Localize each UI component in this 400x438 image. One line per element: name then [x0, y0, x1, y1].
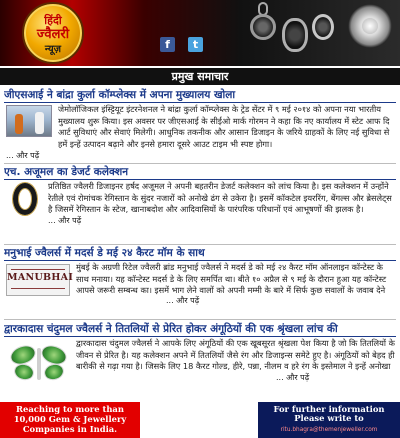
footer-contact-banner: [258, 402, 400, 438]
person-figure: [15, 114, 23, 134]
article-1-read-more[interactable]: ... और पढ़ें: [6, 151, 40, 160]
footer-spacer: [140, 402, 258, 438]
pendant-icon: [282, 18, 308, 52]
article-2-rule: [4, 179, 396, 180]
article-2-title[interactable]: एच. अजूमल का डेजर्ट कलेक्शन: [4, 166, 129, 178]
footer-email-link[interactable]: ritu.bhagra@themenjeweller.com: [280, 427, 378, 433]
article-1-body: जेमोलॉजिकल इंस्ट्टियूट इंटरनेशनल ने बांद्रा कुर्ला कॉम्प्लेक्स के ट्रेड सेंटर में ९ मई २०१४ को अपना नया भारतीय मुख्यालय शुरू किया। इस अवसर पर जीएसआई के सीईओ मार्क गोरमन ने कहा कि नए कार्यालय में स्टेट आफ दि आर्ट सुविधाएं और सेवाएं मिलेगी। आधुनिक तकनीक और आसान डिजाइन के जरिये ग्राहकों के लिए नई सुविधा से हमें इन्हें उत्पादन बढ़ाने और इनसे हमारा दूसरे आउट टाइम भी स्पष्ट होगा।: [58, 104, 390, 149]
diamond-center-icon: [362, 18, 378, 34]
footer-contact-line-2: Please write to: [294, 413, 364, 423]
article-1-rule: [4, 102, 396, 103]
facebook-icon[interactable]: f: [160, 37, 175, 52]
site-logo[interactable]: [22, 2, 84, 64]
twitter-icon[interactable]: t: [188, 37, 203, 52]
article-4-body: द्वारकादास चंदुमल ज्वैलर्स ने आपके लिए अंगूठियों की एक खूबसूरत श्रृंखला पेश किया है जो कि तितलियों के जीवन से प्रेरित है। यह कलेक्शन अपने में तितलियों जैसे रंग और डिजाइन्स समेटे हुए है। अंगूठियों को बेहद ही बारीकी से गढ़ा गया है। जिसके लिए 18 कैरट गोल्ड, हीरे, पन्ना, नीलम व हरे रंग के इस्तेमाल ने इन्हें अनोखा: [76, 338, 395, 372]
earring-icon: [250, 14, 276, 40]
footer-reach-banner: [0, 402, 140, 438]
article-1-title[interactable]: जीएसआई ने बांद्रा कुर्ला कॉम्प्लेक्स में अपना मुख्यालय खोला: [4, 89, 236, 101]
logo-line-3: न्यूज़: [44, 44, 62, 55]
footer-reach-line-2: 10,000 Gem & Jewellery: [13, 414, 127, 424]
butterfly-body: [37, 348, 41, 380]
butterfly-wing: [42, 362, 65, 383]
logo-line-2: ज्वैलरी: [36, 27, 70, 42]
footer-contact-line-1: For further information: [273, 404, 385, 414]
article-1-image[interactable]: [6, 105, 52, 137]
footer: [0, 402, 400, 438]
logo-line-1: हिंदी: [44, 14, 62, 27]
article-2-read-more[interactable]: ... और पढ़ें: [48, 216, 82, 225]
article-3-read-more[interactable]: ... और पढ़ें: [166, 296, 200, 305]
article-3-logo-image[interactable]: [6, 264, 74, 296]
header-banner: [0, 0, 400, 66]
article-4-image[interactable]: [8, 342, 70, 384]
footer-reach-line-3: Companies in India.: [22, 424, 118, 434]
person-figure: [35, 112, 44, 134]
manubhai-logo-text: MANUBHAI: [7, 272, 74, 283]
article-3-title[interactable]: मनुभाई ज्वैलर्स में मदर्स डे मई २४ कैरट मॉम के साथ: [4, 247, 205, 259]
article-2-image[interactable]: [10, 181, 40, 217]
logo-rule: [11, 288, 65, 289]
article-3-rule: [4, 260, 396, 261]
footer-reach-line-1: Reaching to more than: [16, 404, 124, 414]
divider: [4, 319, 396, 320]
logo-rule: [11, 269, 65, 270]
article-4-rule: [4, 336, 396, 337]
bangle-icon: [13, 183, 37, 215]
ring-icon: [312, 14, 334, 40]
article-4-title[interactable]: द्वारकादास चंदुमल ज्वैलर्स ने तितलियों से प्रेरित होकर अंगूठियों की एक श्रृंखला लांच की: [4, 323, 338, 335]
butterfly-wing: [12, 362, 35, 383]
section-title: प्रमुख समाचार: [0, 68, 400, 85]
article-2-body: प्रतिष्ठित ज्वैलरी डिजाइनर हर्षद अजूमल ने अपनी बहतरीन डेजर्ट कलेक्शन को लांच किया है। इस कलेक्शन में उन्होंने रेतीले एवं रोमांचक रेगिस्तान के सुंदर नजारों को अनोखे ढंग से उकेरा है। इसमें कॉकटेल इयररिंग, बेंगल्स और ब्रेसलेट्स है जिसमें रेगिस्तान के स्टेज, खानाबदोश और आदिवासियों के पारंपरिक परिधानों एवं आभूषणों की झलक है।: [48, 181, 392, 215]
article-4-read-more[interactable]: ... और पढ़ें: [276, 373, 310, 382]
article-3-body: मुंबई के अग्रणी रिटेल ज्वैलरी ब्रांड मनुभाई ज्वैलर्स ने मदर्स डे को मई २४ कैरट मॉम ऑनलाइन कॉन्टेस्ट के साथ मनाया। यह कॉन्टेस्ट मदर्स डे के लिए समर्पित था। बीते १० अप्रैल से ९ मई के दौरान हुआ यह कॉन्टेस्ट आपसे जरूरी सम्बन्ध का। इसमें भाग लेने वालों को अपनी मम्मी के बारे में सिर्फ कुछ सवालों के जवाब देने: [76, 262, 387, 296]
